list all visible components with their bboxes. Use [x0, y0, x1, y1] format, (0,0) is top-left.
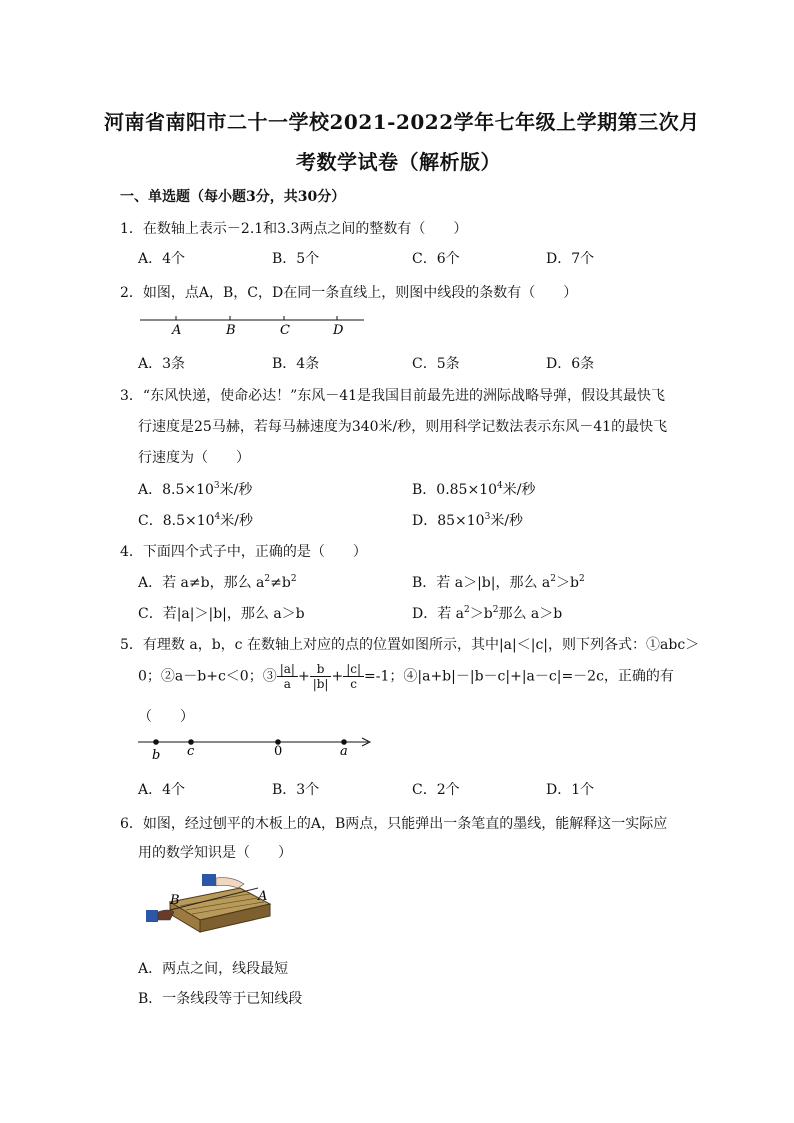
- q6-option-b: B．一条线段等于已知线段: [138, 991, 303, 1007]
- q5-line-2: 0；②a－b+c＜0；③ $\frac{|a|}{a}$ + $\frac{b}{|b|}$ + $\frac{|c|}{c}$ =-1；④|a+b|－|b－c|+|a－c|=－2c，正确的有: [138, 662, 674, 691]
- q6-wood-board-figure: [140, 870, 280, 940]
- q5-option-a: A．4个: [138, 782, 186, 798]
- q3-option-c: C．$8.5\times 10^4$米/秒: [138, 512, 253, 529]
- q6-line-1: 6．如图，经过刨平的木板上的A，B两点，只能弹出一条笔直的墨线，能解释这一实际应: [120, 816, 668, 832]
- q3-line-1: 3．“东风快递，使命必达！”东风－41是我国目前最先进的洲际战略导弹，假设其最快飞: [120, 388, 666, 404]
- q3-option-a: A．$8.5\times 10^3$米/秒: [138, 481, 253, 498]
- q4-option-d: D．若 $a^2>b^2$那么 a＞b: [412, 605, 563, 622]
- q5-label-a: a: [340, 744, 348, 759]
- q5-fraction-3: $\frac{|c|}{c}$: [343, 662, 364, 691]
- q6-label-a: A: [258, 889, 268, 904]
- q2-point-c: C: [280, 323, 290, 338]
- q5-option-c: C．2个: [412, 782, 460, 798]
- q5-number-line: [136, 730, 376, 766]
- q2-point-d: D: [333, 323, 344, 338]
- q1-stem: 1．在数轴上表示－2.1和3.3两点之间的整数有（ ）: [120, 221, 468, 237]
- q5-option-d: D．1个: [546, 782, 595, 798]
- q1-option-b: B．5个: [272, 251, 320, 267]
- q4-option-c: C．若|a|＞|b|，那么 a＞b: [138, 606, 305, 622]
- title-line-2: 考数学试卷（解析版）: [296, 150, 501, 174]
- q5-label-b: b: [152, 748, 161, 763]
- q3-option-b: B．$0.85\times 10^4$米/秒: [412, 481, 536, 498]
- q3-line-2: 行速度是25马赫，若每马赫速度为340米/秒，则用科学记数法表示东风－41的最快飞: [138, 419, 668, 435]
- q5-line-3: （ ）: [138, 709, 194, 725]
- q2-stem: 2．如图，点A，B，C，D在同一条直线上，则图中线段的条数有（ ）: [120, 285, 578, 301]
- q2-line-figure: [138, 310, 368, 340]
- q1-option-a: A．4个: [138, 251, 186, 267]
- q1-option-c: C．6个: [412, 251, 460, 267]
- title-line-1: 河南省南阳市二十一学校2021-2022学年七年级上学期第三次月: [104, 110, 700, 134]
- q4-option-b: B．若 a＞|b|，那么 $a^2>b^2$: [412, 574, 585, 591]
- q6-hand-left-sleeve: [146, 910, 158, 922]
- q3-option-d: D．$85\times 10^3$米/秒: [412, 512, 524, 529]
- q4-option-a: A．若 a≠b，那么 $a^2\ne b^2$: [138, 574, 297, 591]
- q5-label-c: c: [187, 744, 195, 759]
- q2-option-a: A．3条: [138, 356, 186, 372]
- q5-fraction-1: $\frac{|a|}{a}$: [277, 662, 298, 691]
- q2-option-c: C．5条: [412, 356, 460, 372]
- q5-fraction-2: $\frac{b}{|b|}$: [310, 662, 332, 691]
- q5-option-b: B．3个: [272, 782, 320, 798]
- q6-hand-right-sleeve: [202, 874, 216, 886]
- q6-label-b: B: [170, 893, 180, 908]
- q2-point-b: B: [226, 323, 236, 338]
- q6-hand-right: [216, 878, 244, 888]
- q5-point-b: [153, 739, 159, 745]
- q5-line-1: 5．有理数 a，b，c 在数轴上对应的点的位置如图所示，其中|a|＜|c|，则下列各式：①abc＞: [120, 637, 700, 653]
- q2-point-a: A: [172, 323, 182, 338]
- q6-hand-left: [158, 910, 174, 920]
- section-heading: 一、单选题（每小题3分，共30分）: [120, 189, 346, 205]
- q2-option-d: D．6条: [546, 356, 595, 372]
- q6-line-2: 用的数学知识是（ ）: [138, 845, 292, 861]
- q5-label-zero: 0: [274, 744, 283, 759]
- q6-option-a: A．两点之间，线段最短: [138, 961, 289, 977]
- q4-stem: 4．下面四个式子中，正确的是（ ）: [120, 544, 367, 560]
- q1-option-d: D．7个: [546, 251, 595, 267]
- q3-line-3: 行速度为（ ）: [138, 450, 250, 466]
- q2-option-b: B．4条: [272, 356, 320, 372]
